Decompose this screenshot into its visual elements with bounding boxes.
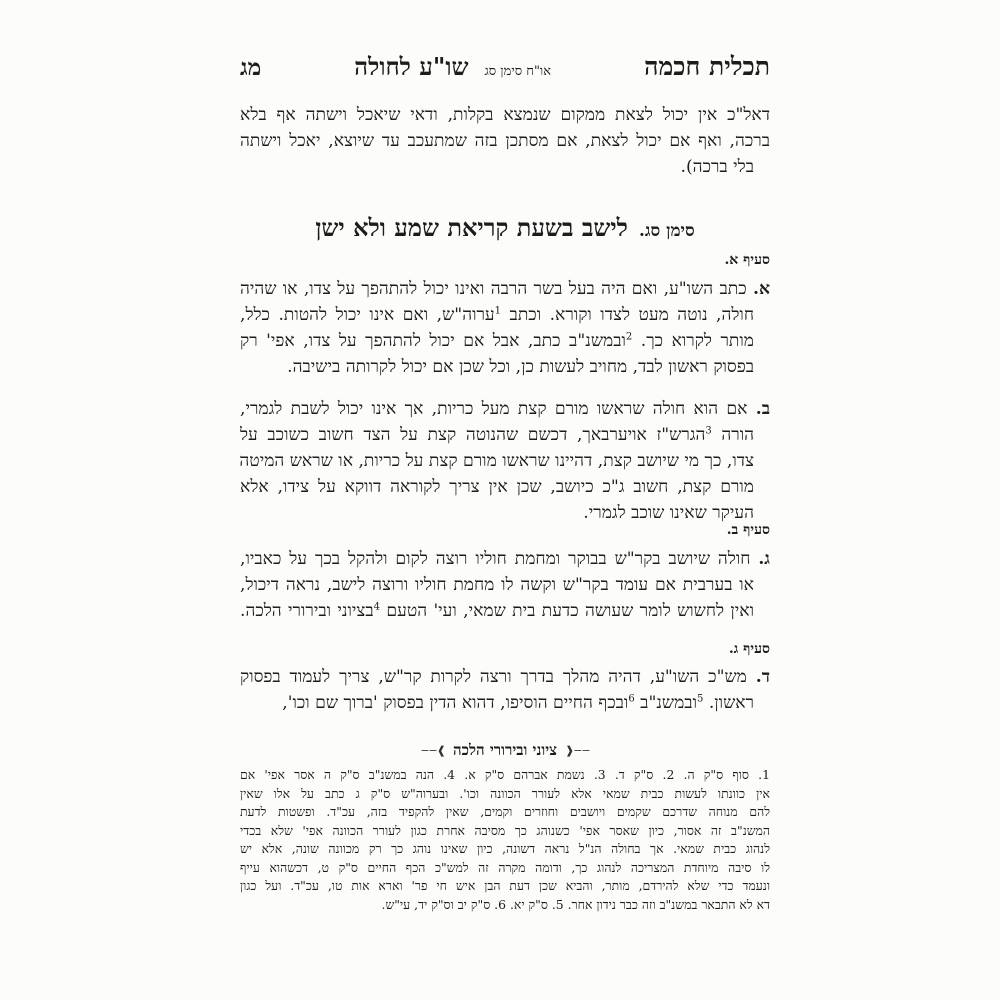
paragraph-c xyxy=(240,546,770,624)
paragraph-d xyxy=(240,664,770,716)
siman-reference: או"ח סימן סג xyxy=(484,64,552,79)
text-span: העיקר שאינו שוכב לגמרי. xyxy=(583,503,754,523)
paragraph-letter: א. xyxy=(752,279,770,299)
footnote-ref: 2 xyxy=(625,331,633,343)
text-line: ברכה, ואף אם יכול לצאת, אם מסתכן בזה שמתעכב עד שיוצא, יאכל וישתה xyxy=(240,131,770,151)
text-line xyxy=(240,448,770,474)
text-span: ראשון. xyxy=(708,693,754,713)
text-span: ובמשנ"ב כתב, אבל אם יכול להתהפך על צדו, אפי' רק xyxy=(240,331,626,351)
notes-heading xyxy=(240,741,770,760)
text-span: כתב השו"ע, ואם היה בעל בשר הרבה ואינו יכול להתהפך על צדו, או שהיה xyxy=(240,279,747,299)
note-line: להם מנוחה שדרכם שקמים ויושבים וחוזרים וקמים, שאין להקפיד בזה, עכ"ד. ופשטות לדעת xyxy=(240,804,770,819)
footnote-ref: 4 xyxy=(373,601,381,613)
text-line xyxy=(240,500,770,526)
text-line xyxy=(240,474,770,500)
text-line xyxy=(240,422,770,448)
footnote-ref: 6 xyxy=(628,693,635,705)
text-span: ובמשנ"ב xyxy=(640,693,697,713)
text-span: אם הוא חולה שראשו מורם קצת מעל כריות, אך אינו יכול לשבת לגמרי, xyxy=(240,399,748,419)
text-line: דאל"כ אין יכול לצאת ממקום שנמצא בקלות, ודאי שיאכל וישתה אף בלא xyxy=(240,105,770,125)
note-line: לנהוג כבית שמאי. אך בחולה הנ"ל נראה דשונה, כיון שאינו נוהג כך רק מכוונה שונה, אלא יש xyxy=(240,841,770,856)
seif-label: סעיף ב. xyxy=(726,522,770,538)
intro-paragraph xyxy=(240,102,770,180)
text-line: בלי ברכה). xyxy=(680,157,754,177)
text-span: הגרש"ז אויערבאך, דכשם שהנוטה קצת על הצד חשוב כשוכב על xyxy=(240,425,706,445)
text-span: ובכף החיים הוסיפו, דהוא הדין בפסוק 'ברוך שם וכו', xyxy=(282,693,629,713)
ornament-left-icon: ❱−− xyxy=(420,744,445,757)
text-line xyxy=(240,328,770,354)
running-header xyxy=(240,52,770,88)
seif-label: סעיף א. xyxy=(724,252,770,268)
siman-heading xyxy=(240,213,770,243)
text-line xyxy=(240,572,770,598)
page-number: מג xyxy=(240,54,262,81)
text-span: מותר לקרוא כך. xyxy=(640,331,754,351)
paragraph-letter: ב. xyxy=(755,399,770,419)
note-line: 1. סוף ס"ק ה. 2. ס"ק ד. 3. נשמת אברהם ס"ק א. 4. הנה במשנ"ב ס"ק ה אסר אפי' אם xyxy=(240,767,770,782)
note-line: אין כוונתו לעשות כבית שמאי אלא לעורר הכוונה וכו'. ובערוה"ש ס"ק ג כתב על אלו שאין xyxy=(240,785,770,801)
text-line xyxy=(240,302,770,328)
text-span: בציוני ובירורי הלכה. xyxy=(240,601,374,621)
text-span: צדו, כך מי שיושב קצת, דהיינו שראשו מורם קצת על כריות, או שראש המיטה xyxy=(239,451,754,471)
text-span: חולה שיושב בקר"ש בבוקר ומחמת חוליו רוצה לקום ולהקל בכך על כאביו, xyxy=(240,549,751,569)
siman-label: סימן סג. xyxy=(639,221,695,241)
text-span: מורם קצת, חשוב ג"כ כיושב, שכן אין צריך לקוראה דווקא על צידו, אלא xyxy=(240,477,754,497)
section-title: שו"ע לחולה xyxy=(354,52,469,81)
notes-title: ציוני ובירורי הלכה xyxy=(453,741,557,759)
text-span: ערוה"ש, ואם אינו יכול להטות. כלל, xyxy=(240,305,495,325)
note-line: לו סיבה מיוחדת המצריכה לנהוג כך, ודומה מקרה זה למש"כ הכף החיים ס"ק ט, דכשהוא עייף xyxy=(240,859,770,875)
paragraph-letter: ד. xyxy=(755,667,771,687)
text-span: מש"כ השו"ע, דהיה מהלך בדרך ורצה לקרות קר"ש, צריך לעמוד בפסוק xyxy=(240,667,747,687)
note-line: המשנ"ב זה אסור, כיון שאסר אפי' כשנוהג כך מסיבה אחרת כגון לעורר הכוונה אפי' שלא בכדי xyxy=(240,822,770,838)
header-center xyxy=(354,52,551,82)
text-span: או בערבית אם עומד בקר"ש וקשה לו מחמת חוליו ורוצה לישב, נראה דיכול, xyxy=(240,575,754,595)
footnote-ref: 5 xyxy=(696,693,704,705)
footnotes xyxy=(240,766,770,914)
paragraph-letter: ג. xyxy=(758,549,770,569)
footnote-ref: 3 xyxy=(705,425,712,437)
seif-label: סעיף ג. xyxy=(728,641,770,657)
footnote-ref: 1 xyxy=(494,305,502,317)
note-line: ונעמד כדי שלא להירדם, מותר, והביא שכן דעת הבן איש חי פר' וארא אות טו, עכ"ד. ועל כגון xyxy=(240,878,770,893)
note-line: דא לא התבאר במשנ"ב וזה כבר נידון אחר. 5. ס"ק יא. 6. ס"ק יב וס"ק יד, עי"ש. xyxy=(381,896,770,912)
text-line xyxy=(240,598,770,624)
text-line xyxy=(240,396,770,422)
text-line xyxy=(240,664,770,690)
text-line xyxy=(240,354,770,380)
text-line xyxy=(240,276,770,302)
paragraph-a xyxy=(240,276,770,380)
text-line xyxy=(240,690,770,716)
siman-title: לישב בשעת קריאת שמע ולא ישן xyxy=(315,213,628,242)
text-span: חולה, נוטה מעט לצדו וקורא. וכתב xyxy=(509,305,754,325)
book-title: תכלית חכמה xyxy=(644,52,770,81)
text-span: בפסוק ראשון לבד, מחויב לעשות כן, וכל שכן אם יכול לקרותה בישיבה. xyxy=(287,357,754,377)
ornament-right-icon: −−❰ xyxy=(565,744,590,757)
text-span: ואין לחשוש לומר שעושה כדעת בית שמאי, ועי' הטעם xyxy=(386,601,754,621)
paragraph-b xyxy=(240,396,770,526)
text-line xyxy=(240,546,770,572)
text-span: הורה xyxy=(721,425,754,445)
